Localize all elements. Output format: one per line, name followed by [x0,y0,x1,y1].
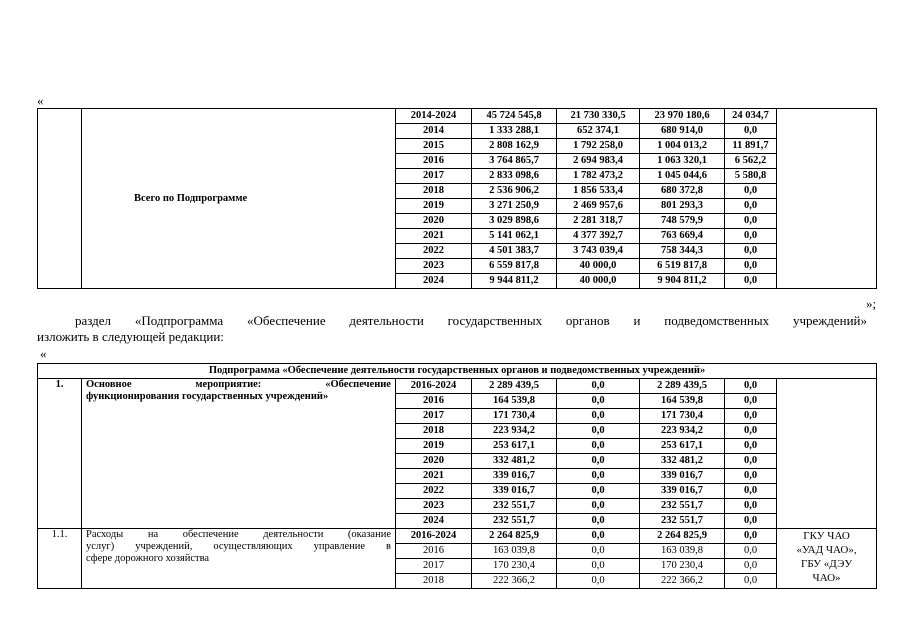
other-cell: 0,0 [725,424,777,439]
total-cell: 339 016,7 [472,469,557,484]
federal-cell: 0,0 [557,379,640,394]
activity-name-line1 [86,379,391,391]
regional-cell: 232 551,7 [640,514,725,529]
total-cell: 45 724 545,8 [472,109,557,124]
executor-line: ЧАО» [812,572,841,584]
period-cell: 2022 [396,484,472,499]
other-cell: 0,0 [725,259,777,274]
regional-cell: 2 289 439,5 [640,379,725,394]
total-cell: 3 271 250,9 [472,199,557,214]
federal-cell: 2 469 957,6 [557,199,640,214]
other-cell: 0,0 [725,244,777,259]
regional-cell: 1 063 320,1 [640,154,725,169]
expense-item-name [82,529,396,589]
other-cell: 0,0 [725,184,777,199]
federal-cell: 0,0 [557,574,640,589]
period-cell: 2019 [396,199,472,214]
period-cell: 2016 [396,544,472,559]
table-row [38,379,877,394]
other-cell: 0,0 [725,499,777,514]
total-cell: 2 833 098,6 [472,169,557,184]
total-cell: 170 230,4 [472,559,557,574]
federal-cell: 0,0 [557,424,640,439]
subprogram-header-row [38,364,877,379]
table-row [38,529,877,544]
total-cell: 4 501 383,7 [472,244,557,259]
period-cell: 2020 [396,454,472,469]
period-cell: 2017 [396,559,472,574]
federal-cell: 0,0 [557,439,640,454]
period-cell: 2016 [396,154,472,169]
item-number: 1. [38,379,82,529]
period-cell: 2022 [396,244,472,259]
subprogram-total-label: Всего по Подпрограмме [82,109,396,289]
federal-cell: 40 000,0 [557,274,640,289]
federal-cell: 3 743 039,4 [557,244,640,259]
activity-name-word: мероприятие: [195,379,262,390]
executor-line: ГБУ «ДЭУ [800,558,853,570]
other-cell: 0,0 [725,199,777,214]
other-cell: 24 034,7 [725,109,777,124]
other-cell: 11 891,7 [725,139,777,154]
executor-cell [777,109,877,289]
period-cell: 2017 [396,409,472,424]
amendment-paragraph-line1: раздел «Подпрограмма «Обеспечение деятельности государственных органов и подведомственных учреждений» [75,313,867,328]
other-cell: 0,0 [725,409,777,424]
federal-cell: 0,0 [557,469,640,484]
period-cell: 2014-2024 [396,109,472,124]
total-cell: 2 264 825,9 [472,529,557,544]
closing-quote: »; [866,296,877,311]
other-cell: 0,0 [725,214,777,229]
regional-cell: 801 293,3 [640,199,725,214]
federal-cell: 2 281 318,7 [557,214,640,229]
other-cell: 0,0 [725,574,777,589]
period-cell: 2024 [396,514,472,529]
regional-cell: 748 579,9 [640,214,725,229]
executor-cell [777,529,877,589]
subprogram-header: Подпрограмма «Обеспечение деятельности государственных органов и подведомственных учреждений» [38,364,877,379]
other-cell: 0,0 [725,394,777,409]
regional-cell: 1 004 013,2 [640,139,725,154]
period-cell: 2023 [396,499,472,514]
period-cell: 2021 [396,469,472,484]
regional-cell: 222 366,2 [640,574,725,589]
period-cell: 2021 [396,229,472,244]
num-cell [38,109,82,289]
federal-cell: 0,0 [557,529,640,544]
federal-cell: 0,0 [557,409,640,424]
period-cell: 2016-2024 [396,529,472,544]
regional-cell: 1 045 044,6 [640,169,725,184]
regional-cell: 164 539,8 [640,394,725,409]
regional-cell: 763 669,4 [640,229,725,244]
other-cell: 0,0 [725,484,777,499]
regional-cell: 680 372,8 [640,184,725,199]
federal-cell: 0,0 [557,514,640,529]
federal-cell: 0,0 [557,454,640,469]
federal-cell: 0,0 [557,559,640,574]
total-subprogram-table [37,108,877,289]
main-activity-name [82,379,396,529]
federal-cell: 0,0 [557,544,640,559]
period-cell: 2016 [396,394,472,409]
item-number: 1.1. [38,529,82,589]
regional-cell: 339 016,7 [640,484,725,499]
regional-cell: 332 481,2 [640,454,725,469]
period-cell: 2018 [396,574,472,589]
expense-name-line: сфере дорожного хозяйства [86,553,210,564]
regional-cell: 9 904 811,2 [640,274,725,289]
other-cell: 0,0 [725,274,777,289]
period-cell: 2016-2024 [396,379,472,394]
other-cell: 0,0 [725,544,777,559]
period-cell: 2018 [396,424,472,439]
total-cell: 5 141 062,1 [472,229,557,244]
total-cell: 164 539,8 [472,394,557,409]
federal-cell: 1 792 258,0 [557,139,640,154]
opening-quote-1: « [37,93,44,108]
executor-line: ГКУ ЧАО [803,530,850,542]
total-cell: 3 029 898,6 [472,214,557,229]
other-cell: 6 562,2 [725,154,777,169]
other-cell: 0,0 [725,439,777,454]
other-cell: 5 580,8 [725,169,777,184]
other-cell: 0,0 [725,229,777,244]
regional-cell: 253 617,1 [640,439,725,454]
regional-cell: 6 519 817,8 [640,259,725,274]
total-cell: 6 559 817,8 [472,259,557,274]
period-cell: 2014 [396,124,472,139]
other-cell: 0,0 [725,454,777,469]
total-cell: 232 551,7 [472,499,557,514]
federal-cell: 1 856 533,4 [557,184,640,199]
activity-name-line2: функционирования государственных учреждений» [86,391,329,402]
amendment-paragraph-line2: изложить в следующей редакции: [37,329,224,344]
total-cell: 2 808 162,9 [472,139,557,154]
opening-quote-2: « [40,346,47,361]
total-cell: 2 289 439,5 [472,379,557,394]
federal-cell: 2 694 983,4 [557,154,640,169]
other-cell: 0,0 [725,529,777,544]
expense-name-line: услуг) учреждений, осуществляющих управление в [86,541,391,552]
federal-cell: 40 000,0 [557,259,640,274]
total-cell: 232 551,7 [472,514,557,529]
regional-cell: 680 914,0 [640,124,725,139]
executor-line: «УАД ЧАО», [796,544,857,556]
total-cell: 9 944 811,2 [472,274,557,289]
federal-cell: 0,0 [557,394,640,409]
federal-cell: 0,0 [557,499,640,514]
table-row [38,109,877,124]
regional-cell: 171 730,4 [640,409,725,424]
federal-cell: 1 782 473,2 [557,169,640,184]
other-cell: 0,0 [725,514,777,529]
regional-cell: 232 551,7 [640,499,725,514]
total-cell: 3 764 865,7 [472,154,557,169]
total-cell: 1 333 288,1 [472,124,557,139]
period-cell: 2015 [396,139,472,154]
other-cell: 0,0 [725,124,777,139]
other-cell: 0,0 [725,559,777,574]
regional-cell: 23 970 180,6 [640,109,725,124]
period-cell: 2018 [396,184,472,199]
executor-cell [777,379,877,529]
activity-name-word: «Обеспечение [325,379,391,390]
regional-cell: 170 230,4 [640,559,725,574]
period-cell: 2023 [396,259,472,274]
other-cell: 0,0 [725,379,777,394]
regional-cell: 163 039,8 [640,544,725,559]
regional-cell: 758 344,3 [640,244,725,259]
federal-cell: 0,0 [557,484,640,499]
federal-cell: 4 377 392,7 [557,229,640,244]
other-cell: 0,0 [725,469,777,484]
federal-cell: 21 730 330,5 [557,109,640,124]
regional-cell: 2 264 825,9 [640,529,725,544]
subprogram-activities-table [37,363,877,589]
total-cell: 163 039,8 [472,544,557,559]
activity-name-word: Основное [86,379,132,390]
regional-cell: 223 934,2 [640,424,725,439]
total-cell: 223 934,2 [472,424,557,439]
federal-cell: 652 374,1 [557,124,640,139]
total-cell: 332 481,2 [472,454,557,469]
total-cell: 171 730,4 [472,409,557,424]
period-cell: 2024 [396,274,472,289]
period-cell: 2019 [396,439,472,454]
period-cell: 2017 [396,169,472,184]
total-cell: 253 617,1 [472,439,557,454]
regional-cell: 339 016,7 [640,469,725,484]
total-cell: 339 016,7 [472,484,557,499]
total-cell: 2 536 906,2 [472,184,557,199]
period-cell: 2020 [396,214,472,229]
total-cell: 222 366,2 [472,574,557,589]
expense-name-line: Расходы на обеспечение деятельности (оказание [86,529,391,540]
